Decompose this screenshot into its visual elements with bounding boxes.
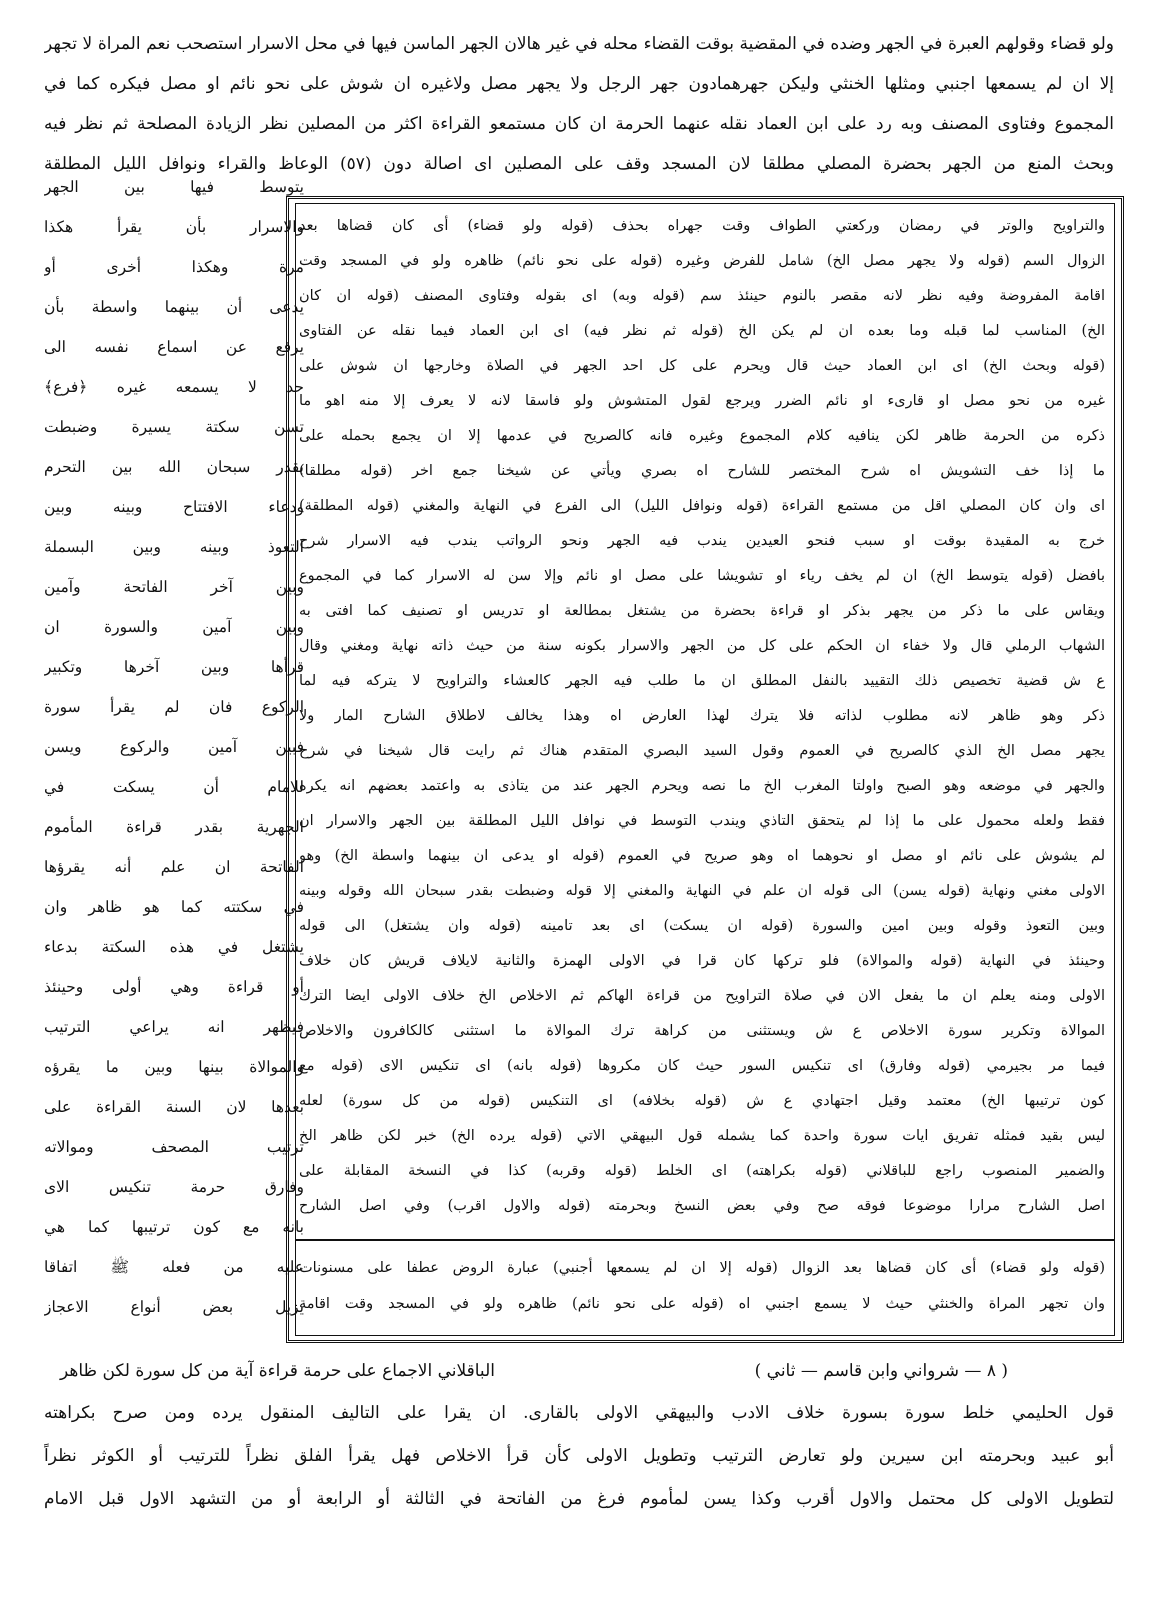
commentary-line: بافضل (قوله يتوسط الخ) ان لم يخف رياء او تشويشا على مصل او نائم وإلا سن له الاسرار كما في المجموع [299, 568, 1105, 584]
commentary-line: اصل الشارح مرارا موضوعا فوقه صح وفي بعض النسخ وبحرمته (قوله والاول اقرب) وفي اصل الشارح [299, 1198, 1105, 1214]
commentary-line: كون ترتيبها الخ) معتمد وقيل اجتهادي ع ش (قوله بخلافه) اى التنكيس (قوله من كل سورة) لعله [299, 1093, 1105, 1109]
commentary-frame [286, 196, 1124, 1343]
margin-column [44, 167, 304, 1327]
bottom-line: قول الحليمي خلط سورة بسورة خلاف الادب والبيهقي الاولى بالقارى. ان يقرا على التاليف المنقول يرده ومن صرح بكراهته [44, 1403, 1114, 1423]
margin-line: في سكتته كما هو ظاهر وان [44, 898, 304, 916]
commentary-line: اى وان كان المصلي اقل من مستمع القراءة (قوله ونوافل الليل) الى الفرع في النهاية والمغني (قوله المطلقة) [299, 498, 1105, 514]
margin-line: والموالاة بينها وبين ما يقرؤه [44, 1058, 304, 1076]
margin-line: يدعى أن بينهما واسطة بأن [44, 298, 304, 316]
margin-line: يرفع عن اسماع نفسه الى [44, 338, 304, 356]
margin-line: عليه من فعله ﷺ اتفاقا [44, 1258, 304, 1276]
commentary-line: يجهر مصل الخ الذي كالصريح في العموم وقول السيد البصري المتقدم هناك ثم رايت قال شيخنا في شرح [299, 743, 1105, 759]
commentary-line: الموالاة وتكرير سورة الاخلاص ع ش ويستثنى من كراهة ترك الموالاة ما استثنى كالكافرون والاخلاص [299, 1023, 1105, 1039]
margin-line: التعوذ وبينه وبين البسملة [44, 538, 304, 556]
commentary-line: الشهاب الرملي قال ولا خفاء ان الحكم على كل من الجهر والاسرار بكونه سنة من حيث ذاته نهاية ومغني وقال [299, 638, 1105, 654]
commentary-line: ويقاس على ما ذكر من يجهر بذكر او قراءة بحضرة من يشتغل بمطالعة او تدريس او تصنيف كما افتى به [299, 603, 1105, 619]
margin-line: للامام أن يسكت في [44, 778, 304, 796]
margin-line: بعدها لان السنة القراءة على [44, 1098, 304, 1116]
margin-line: قرأها وبين آخرها وتكبير [44, 658, 304, 676]
commentary-line: غيره من نحو مصل او قارىء او نائم الضرر ويرجع لقول المتشوش ولو فاسقا لانه لا يعرف إلا منه اهو ما [299, 393, 1105, 409]
margin-line: الفاتحة ان علم أنه يقرؤها [44, 858, 304, 876]
margin-line: ودعاء الافتتاح وبينه وبين [44, 498, 304, 516]
commentary-line: الاولى ومنه يعلم ان ما يفعل الان في صلاة التراويح من قراءة الهاكم ثم الاخلاص الخ خلاف الاولى ايضا الترك [299, 988, 1105, 1004]
page-footer-signature [0, 1351, 1158, 1391]
commentary-footnote-line: وان تجهر المراة والخنثي حيث لا يسمع اجنبي اه (قوله على نحو نائم) ظاهره ولو في المسجد وقت اقامة [299, 1296, 1105, 1312]
commentary-line: وحينئذ في النهاية (قوله والموالاة) فلو تركها كان قرا في الاولى الهمزة والثانية لايلاف قريش كان خلاف [299, 953, 1105, 969]
commentary-line: لم يشوش على نائم او مصل او نحوهما اه وهو صريح في العموم (قوله او يدعى ان بينهما واسطة الخ) وهو [299, 848, 1105, 864]
commentary-line: الخ) المناسب لما قبله وما بعده ان لم يكن الخ (قوله ثم نظر فيه) اى ابن العماد فيما نقله عن الفتاوى [299, 323, 1105, 339]
commentary-line: ليس بقيد فمثله تفريق ايات سورة واحدة كما يشمله قول البيهقي الاتي (قوله يرده الخ) خبر لكن ظاهر الخ [299, 1128, 1105, 1144]
section-divider [295, 1239, 1115, 1241]
margin-line: بقدر سبحان الله بين التحرم [44, 458, 304, 476]
commentary-line: الاولى مغني ونهاية (قوله يسن) الى قوله ان علم في النهاية والمغني إلا قوله وضبطت بقدر سبحان الله وقوله وبينه [299, 883, 1105, 899]
margin-line: وبين آمين والسورة ان [44, 618, 304, 636]
commentary-line: الزوال السم (قوله ولا يجهر مصل الخ) شامل للفرض وغيره (قوله على نحو نائم) ظاهره ولو في المسجد وقت [299, 253, 1105, 269]
volume-signature: ( ٨ — شرواني وابن قاسم — ثاني ) [754, 1361, 1008, 1381]
margin-line: الركوع فان لم يقرأ سورة [44, 698, 304, 716]
header-line: وبحث المنع من الجهر بحضرة المصلي مطلقا لان المسجد وقف على المصلين اى اصالة دون (٥٧) الوعاظ والقراء ونوافل الليل المطلقة [44, 154, 1114, 174]
bottom-line: أبو عبيد وبحرمته ابن سيرين ولو تعارض الترتيب وتطويل الاولى كأن قرأ الاخلاص فهل يقرأ الفلق نظراً للترتيب أو الكوثر نظراً [44, 1446, 1114, 1466]
commentary-line: وبين التعوذ وقوله وبين امين والسورة (قوله ان يسكت) اى بعد تامينه (قوله وان يشتغل) الى قوله [299, 918, 1105, 934]
commentary-line: ذكره من الحرمة ظاهر لكن ينافيه كلام المجموع وغيره فانه كالصريح في عدمها إلا ان يجمع بحمله على [299, 428, 1105, 444]
commentary-line: والضمير المنصوب راجع للباقلاني (قوله بكراهته) اى الخلط (قوله وقربه) كذا في النسخة المقابلة على [299, 1163, 1105, 1179]
header-line: المجموع وفتاوى المصنف وبه رد على ابن العماد نقله عنهما الحرمة ان كان مستمعو القراءة اكثر من المصلين نظر الزيادة المصلحة ثم نظر فيه [44, 114, 1114, 134]
margin-line: وفارق حرمة تنكيس الاى [44, 1178, 304, 1196]
margin-line: والاسرار بأن يقرأ هكذا [44, 218, 304, 236]
commentary-line: ذكر وهو ظاهر لانه مطلوب لذاته فلا يترك لهذا العارض اه وهذا يخالف لاطلاق الشارح المار ولا [299, 708, 1105, 724]
margin-line: وبين آخر الفاتحة وآمين [44, 578, 304, 596]
commentary-line: والتراويح والوتر في رمضان وركعتي الطواف وقت جهراه بحذف (قوله ولو قضاء) أى كان قضاها بعد [299, 218, 1105, 234]
commentary-line: ع ش قضية تخصيص ذلك التقييد بالنفل المطلق ان ما طلب فيه الجهر كالعشاء والتراويح لا يتركه فيه لما [299, 673, 1105, 689]
margin-line: فبين آمين والركوع ويسن [44, 738, 304, 756]
margin-line: بانه مع كون ترتيبها كما هي [44, 1218, 304, 1236]
commentary-line: والجهر في موضعه وهو الصبح واولتا المغرب الخ ما نصه ويحرم الجهر عند من يتاذى به واعتمد بعضهم انه يكره [299, 778, 1105, 794]
margin-line: مرة وهكذا أخرى أو [44, 258, 304, 276]
margin-line: الجهرية بقدر قراءة المأموم [44, 818, 304, 836]
commentary-footnote-line: (قوله ولو قضاء) أى كان قضاها بعد الزوال (قوله إلا ان لم يسمعها أجنبي) عبارة الروض عطفا على مسنونات [299, 1260, 1105, 1276]
bottom-line: لتطويل الاولى كل محتمل والاول أقرب وكذا يسن لمأموم فرغ من الفاتحة في الثالثة أو الرابعة أو من التشهد الاول قبل الامام [44, 1489, 1114, 1509]
margin-line: يشتغل في هذه السكتة بدعاء [44, 938, 304, 956]
margin-line: حد لا يسمعه غيره ﴿فرع﴾ [44, 378, 304, 396]
margin-line: أو قراءة وهي أولى وحينئذ [44, 978, 304, 996]
margin-line: تسن سكتة يسيرة وضبطت [44, 418, 304, 436]
commentary-line: ما إذا خف التشويش اه شرح المختصر للشارح اه بصري ويأتي عن شيخنا جمع اخر (قوله مطلقا) [299, 463, 1105, 479]
margin-line: يتوسط فيها بين الجهر [44, 178, 304, 196]
commentary-line: فيما مر بجيرمي (قوله وفارق) اى تنكيس السور حيث كان مكروها (قوله بانه) اى تنكيس الاى (قوله مع [299, 1058, 1105, 1074]
header-line: ولو قضاء وقولهم العبرة في الجهر وضده في المقضية بوقت القضاء محله في غير هالان الجهر الماسن فيها في محل الاسرار استصحب نعم المراة لا تجهر [44, 34, 1114, 54]
margin-line: فيظهر انه يراعي الترتيب [44, 1018, 304, 1036]
margin-line: يزيل بعض أنواع الاعجاز [44, 1298, 304, 1316]
commentary-line: خرج به المقيدة بوقت او سبب فنحو العيدين يندب فيه الجهر ونحو الرواتب يندب فيه الاسرار شرح [299, 533, 1105, 549]
footer-continuation: الباقلاني الاجماع على حرمة قراءة آية من كل سورة لكن ظاهر [60, 1361, 495, 1381]
commentary-line: اقامة المفروضة وفيه نظر لانه مقصر بالنوم حينئذ سم (قوله وبه) اى بقوله وفتاوى المصنف (قوله ان كان [299, 288, 1105, 304]
commentary-line: (قوله وبحث الخ) اى ابن العماد حيث قال ويحرم على كل احد الجهر في الصلاة وخارجها ان شوش على [299, 358, 1105, 374]
margin-line: ترتيب المصحف وموالاته [44, 1138, 304, 1156]
commentary-line: فقط ولعله محمول على ما إذا لم يتحقق التاذي ويندب التوسط في نوافل الليل المطلقة بين الجهر والاسرار ان [299, 813, 1105, 829]
header-line: إلا ان لم يسمعها اجنبي ومثلها الخنثي وليكن جهرهمادون جهر الرجل ولا يجهر مصل ولاغيره ان شوش على نحو نائم او مصل فيكره كما في [44, 74, 1114, 94]
